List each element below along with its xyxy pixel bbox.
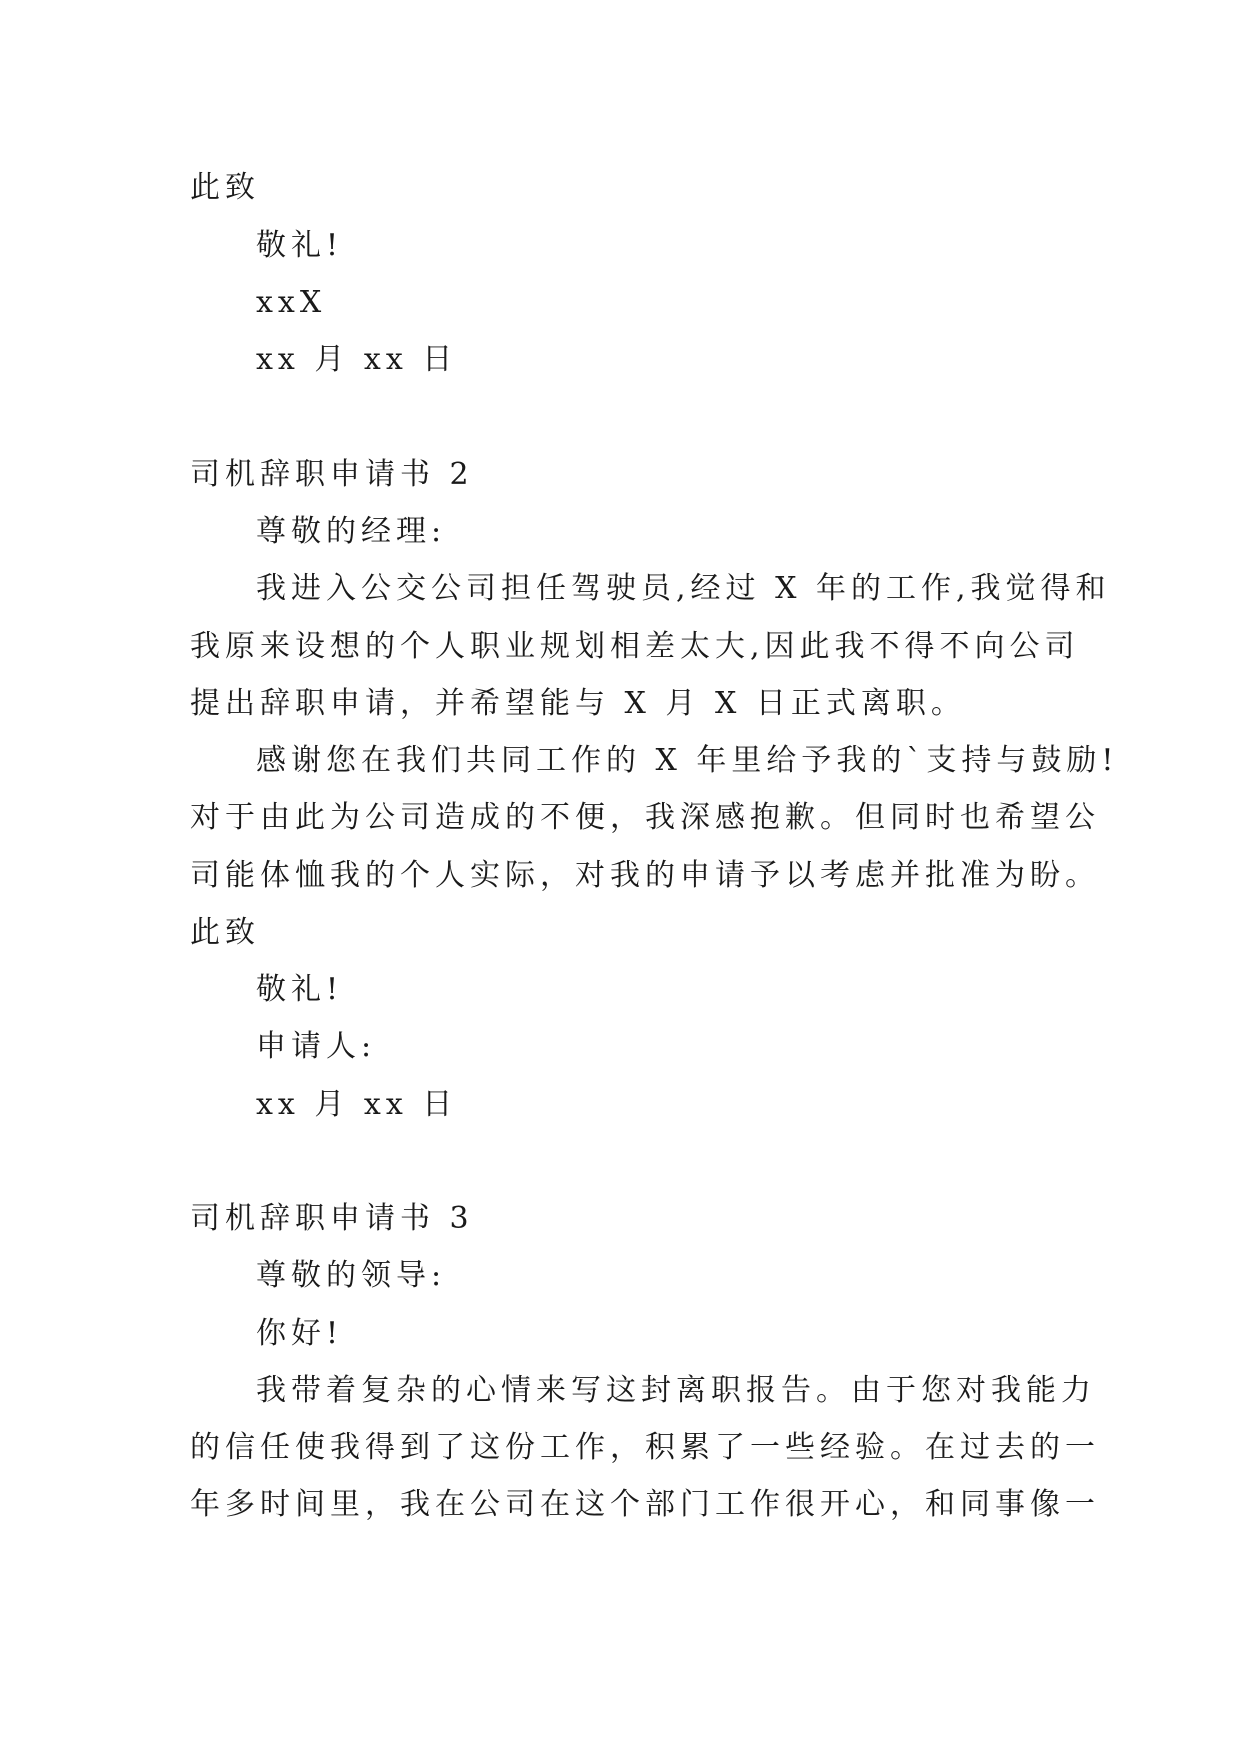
paragraph-line: 我原来设想的个人职业规划相差太大,因此我不得不向公司 xyxy=(190,629,1080,664)
salute-line: 敬礼! xyxy=(256,228,344,263)
paragraph-line: 对于由此为公司造成的不便，我深感抱歉。但同时也希望公 xyxy=(190,800,1100,835)
salute-line: 敬礼! xyxy=(256,972,344,1007)
greeting-line: 尊敬的领导: xyxy=(256,1258,447,1293)
closing-line: 此致 xyxy=(190,170,260,205)
paragraph-line: 司能体恤我的个人实际，对我的申请予以考虑并批准为盼。 xyxy=(190,858,1100,893)
closing-line: 此致 xyxy=(190,915,260,950)
paragraph-line: 我进入公交公司担任驾驶员,经过 X 年的工作,我觉得和 xyxy=(256,571,1111,606)
paragraph-line: 年多时间里，我在公司在这个部门工作很开心，和同事像一 xyxy=(190,1487,1100,1522)
signature-date: xx 月 xx 日 xyxy=(256,342,458,377)
signature-date: xx 月 xx 日 xyxy=(256,1087,458,1122)
paragraph-line: 我带着复杂的心情来写这封离职报告。由于您对我能力 xyxy=(256,1373,1096,1408)
section-title: 司机辞职申请书 3 xyxy=(190,1201,474,1236)
paragraph-line: 的信任使我得到了这份工作，积累了一些经验。在过去的一 xyxy=(190,1430,1100,1465)
section-title: 司机辞职申请书 2 xyxy=(190,457,474,492)
paragraph-line: 提出辞职申请，并希望能与 X 月 X 日正式离职。 xyxy=(190,686,966,721)
signature-name: xxX xyxy=(256,285,327,320)
applicant-line: 申请人: xyxy=(256,1029,377,1064)
paragraph-line: 感谢您在我们共同工作的 X 年里给予我的`支持与鼓励! xyxy=(256,743,1119,778)
hello-line: 你好! xyxy=(256,1316,344,1351)
greeting-line: 尊敬的经理: xyxy=(256,514,447,549)
